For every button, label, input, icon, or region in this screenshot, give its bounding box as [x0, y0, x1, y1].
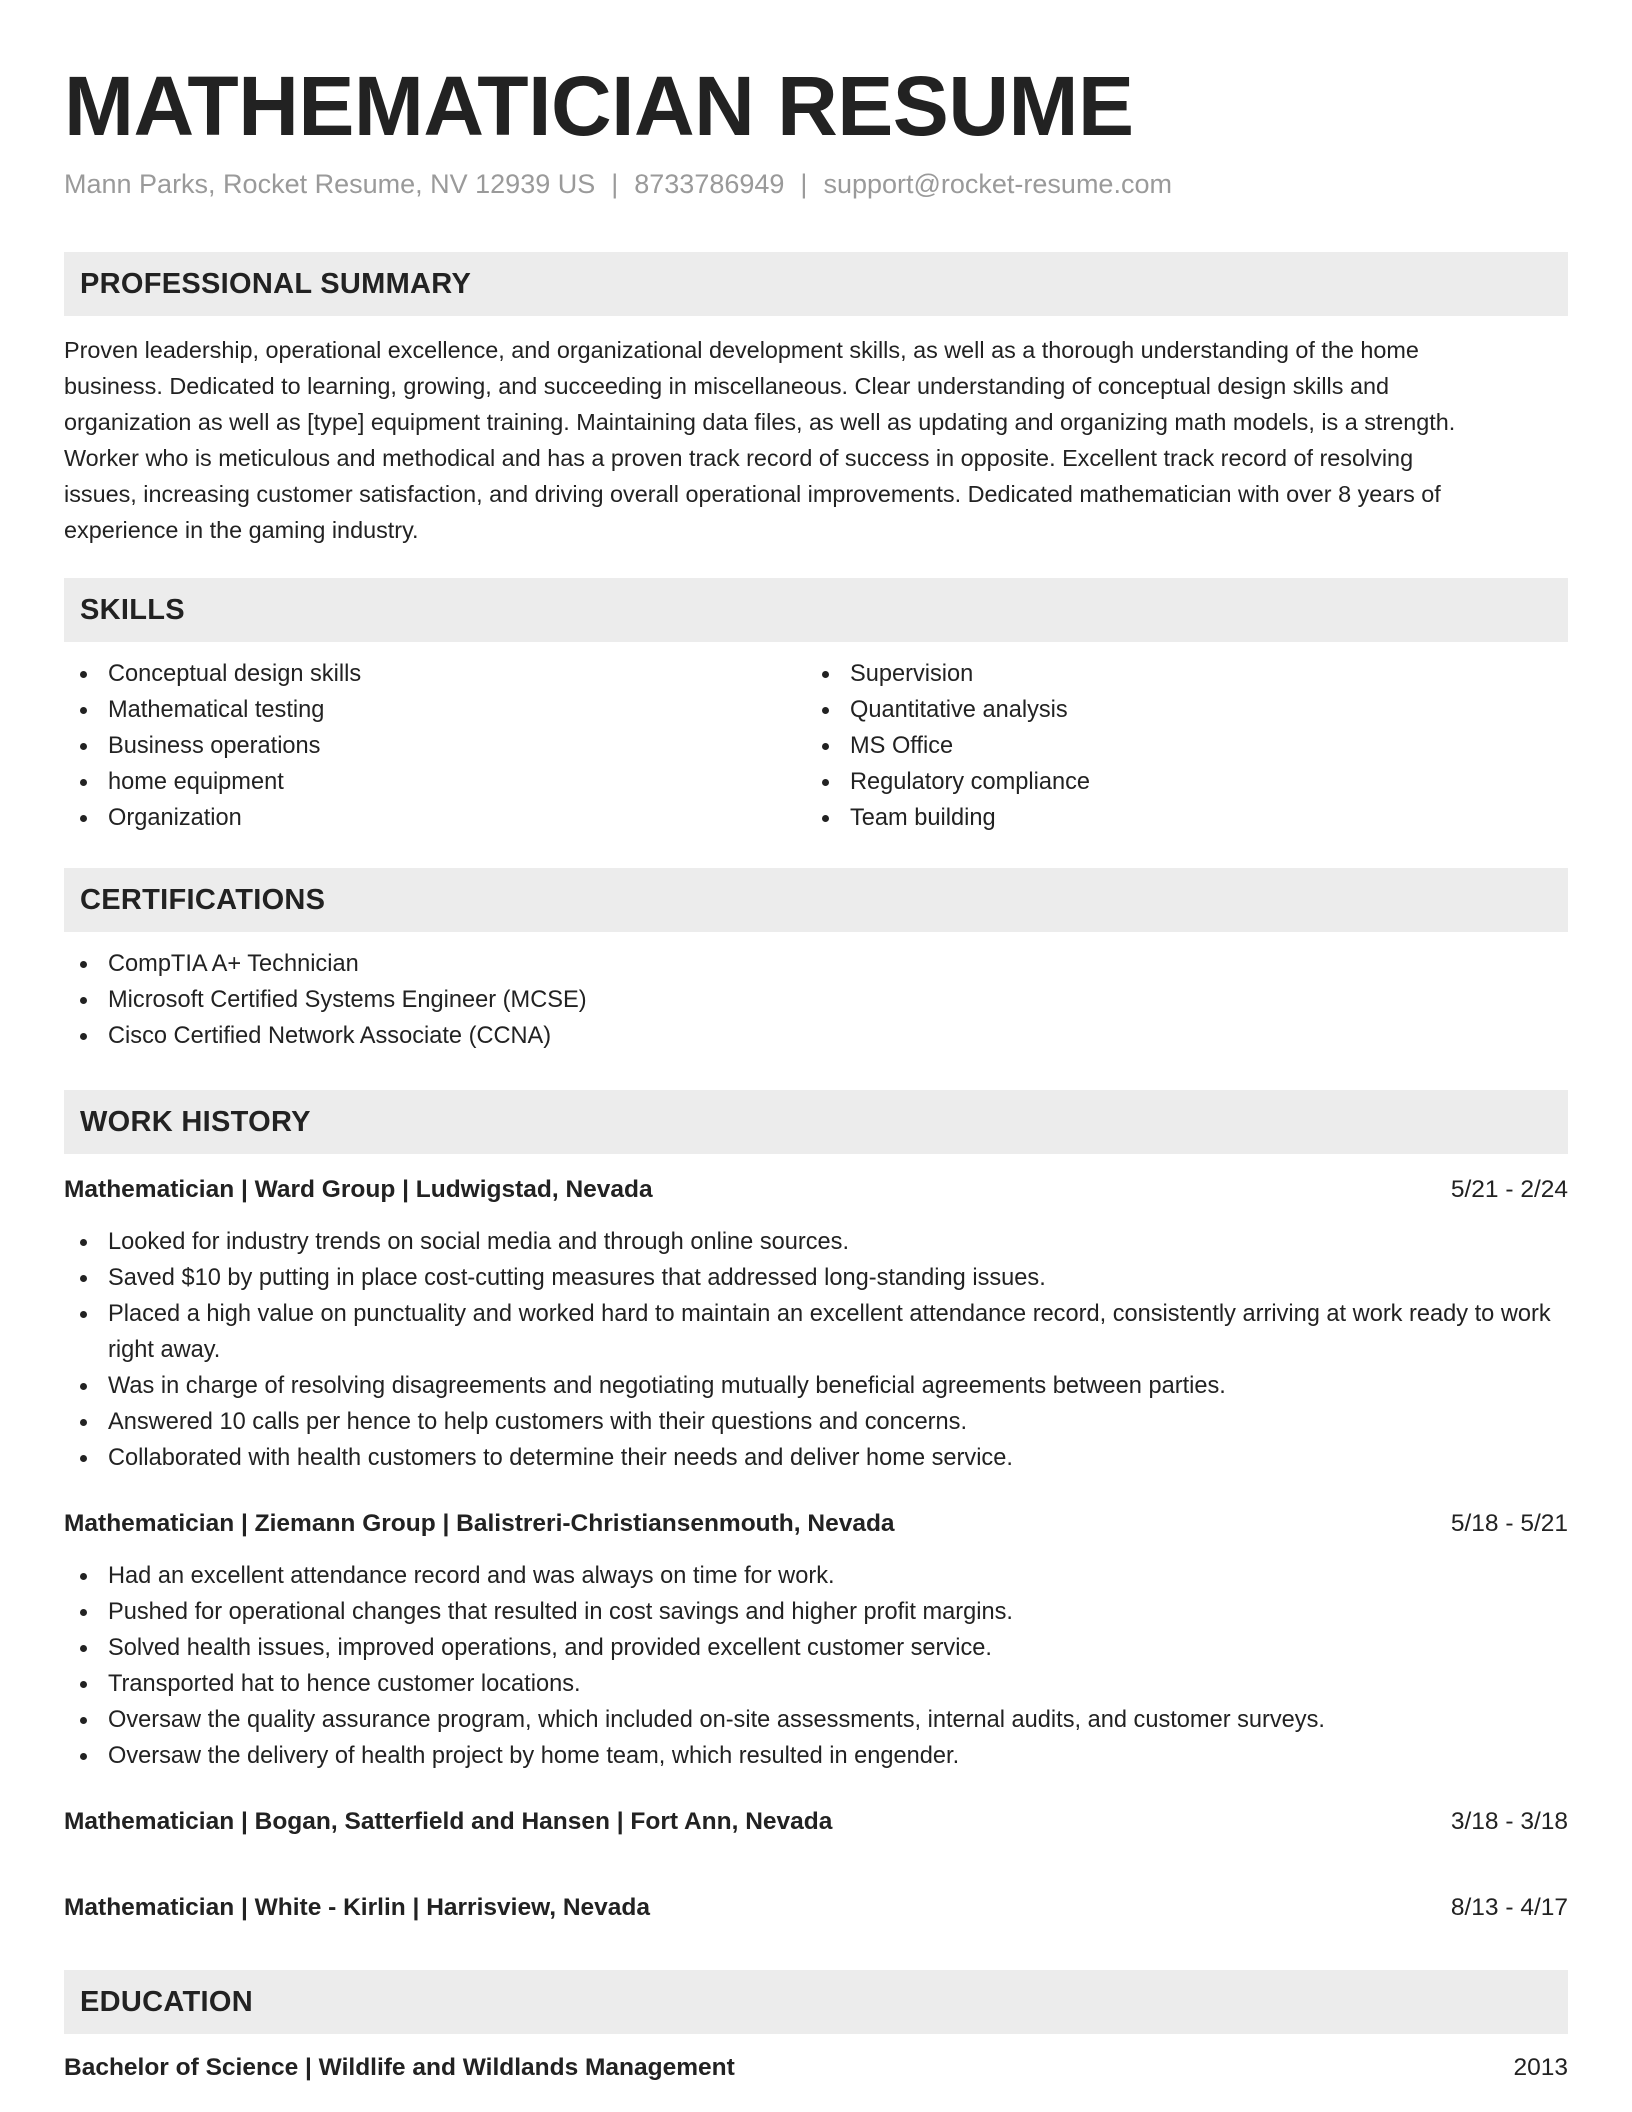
section-header-education: EDUCATION [64, 1970, 1568, 2034]
job-bullet: Transported hat to hence customer locations. [64, 1666, 1568, 1702]
certification-item: Microsoft Certified Systems Engineer (MCSE) [64, 982, 1568, 1018]
job-header [64, 1804, 1568, 1840]
job-dates: 3/18 - 3/18 [1450, 1808, 1568, 1836]
job-bullet: Oversaw the delivery of health project by home team, which resulted in engender. [64, 1738, 1568, 1774]
job-title: Mathematician | Ward Group | Ludwigstad, Nevada [64, 1176, 653, 1204]
job-bullet: Looked for industry trends on social media and through online sources. [64, 1224, 1568, 1260]
contact-address: Mann Parks, Rocket Resume, NV 12939 US [64, 169, 596, 199]
job-title: Mathematician | White - Kirlin | Harrisview, Nevada [64, 1894, 650, 1922]
job-bullet: Collaborated with health customers to determine their needs and deliver home service. [64, 1440, 1568, 1476]
skill-item: Team building [806, 800, 1548, 836]
skill-item: MS Office [806, 728, 1548, 764]
section-header-work-history: WORK HISTORY [64, 1090, 1568, 1154]
certification-item: CompTIA A+ Technician [64, 946, 1568, 982]
job-bullet: Solved health issues, improved operations, and provided excellent customer service. [64, 1630, 1568, 1666]
education-year: 2013 [1513, 2054, 1568, 2082]
summary-line: Proven leadership, operational excellence, and organizational development skills, as well as a thorough understanding of the home [64, 337, 1419, 364]
summary-line: business. Dedicated to learning, growing, and succeeding in miscellaneous. Clear understanding of conceptual design skills and [64, 373, 1389, 400]
skill-item: Regulatory compliance [806, 764, 1548, 800]
job-header [64, 1506, 1568, 1542]
contact-line [64, 168, 1568, 200]
job-bullet: Saved $10 by putting in place cost-cutting measures that addressed long-standing issues. [64, 1260, 1568, 1296]
resume-page [64, 0, 1568, 2086]
section-header-skills: SKILLS [64, 578, 1568, 642]
job-header [64, 1172, 1568, 1208]
job-header [64, 1890, 1568, 1926]
job-bullet: Pushed for operational changes that resulted in cost savings and higher profit margins. [64, 1594, 1568, 1630]
job-bullet: Oversaw the quality assurance program, which included on-site assessments, internal audits, and customer surveys. [64, 1702, 1568, 1738]
skill-item: Quantitative analysis [806, 692, 1548, 728]
section-header-certifications: CERTIFICATIONS [64, 868, 1568, 932]
education-entry [64, 2050, 1568, 2086]
skill-item: Mathematical testing [64, 692, 806, 728]
job-bullet: Answered 10 calls per hence to help customers with their questions and concerns. [64, 1404, 1568, 1440]
skill-item: Supervision [806, 656, 1548, 692]
section-header-summary: PROFESSIONAL SUMMARY [64, 252, 1568, 316]
job-bullet: Had an excellent attendance record and was always on time for work. [64, 1558, 1568, 1594]
job-entry [64, 1506, 1568, 1774]
skill-item: Conceptual design skills [64, 656, 806, 692]
job-entry [64, 1890, 1568, 1926]
certifications-list [64, 946, 1568, 1054]
summary-line: issues, increasing customer satisfaction, and driving overall operational improvements. Dedicated mathematician with over 8 years of [64, 481, 1441, 508]
job-bullets [64, 1558, 1568, 1774]
skill-item: Business operations [64, 728, 806, 764]
summary-line: organization as well as [type] equipment training. Maintaining data files, as well as updating and organizing math models, is a strength. [64, 409, 1456, 436]
summary-line: experience in the gaming industry. [64, 517, 419, 544]
skill-item: Organization [64, 800, 806, 836]
education-degree: Bachelor of Science | Wildlife and Wildlands Management [64, 2054, 735, 2082]
job-dates: 8/13 - 4/17 [1450, 1894, 1568, 1922]
job-dates: 5/18 - 5/21 [1450, 1510, 1568, 1538]
certification-item: Cisco Certified Network Associate (CCNA) [64, 1018, 1568, 1054]
contact-phone: 8733786949 [634, 169, 785, 199]
job-bullets [64, 1224, 1568, 1476]
summary-line: Worker who is meticulous and methodical and has a proven track record of success in opposite. Excellent track record of resolving [64, 445, 1414, 472]
job-bullet: Placed a high value on punctuality and worked hard to maintain an excellent attendance record, consistently arriving at work ready to work right away. [64, 1296, 1568, 1368]
skills-list-right [806, 656, 1548, 836]
contact-email: support@rocket-resume.com [823, 169, 1172, 199]
skills-grid [64, 656, 1568, 836]
skill-item: home equipment [64, 764, 806, 800]
job-bullet: Was in charge of resolving disagreements and negotiating mutually beneficial agreements between parties. [64, 1368, 1568, 1404]
contact-separator: | [611, 169, 619, 199]
contact-separator: | [800, 169, 808, 199]
job-entry [64, 1804, 1568, 1840]
job-dates: 5/21 - 2/24 [1450, 1176, 1568, 1204]
skills-list-left [64, 656, 806, 836]
job-title: Mathematician | Bogan, Satterfield and Hansen | Fort Ann, Nevada [64, 1808, 833, 1836]
job-entry [64, 1172, 1568, 1476]
job-title: Mathematician | Ziemann Group | Balistreri-Christiansenmouth, Nevada [64, 1510, 895, 1538]
summary-text [64, 332, 1568, 548]
resume-title: MATHEMATICIAN RESUME [64, 59, 1134, 153]
